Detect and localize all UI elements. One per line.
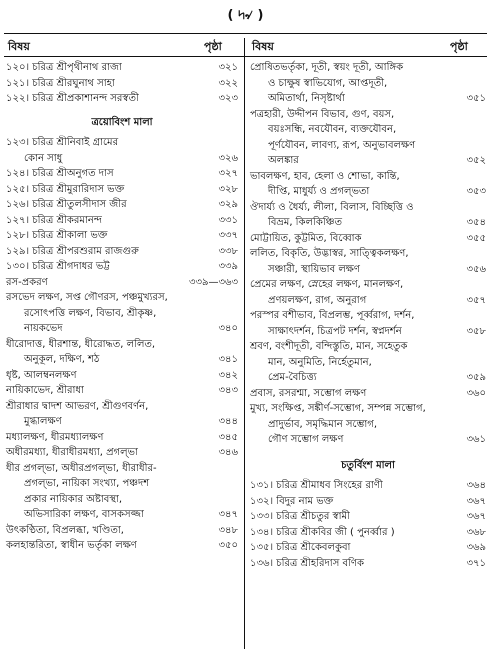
entry-text: সঞ্চারী, স্থায়িভাব লক্ষণ — [268, 263, 360, 275]
index-entry — [6, 523, 238, 539]
entry-page: ৩২৭ — [218, 168, 238, 179]
entry-text: দীপ্তি, মাধুর্য্য ও প্রগল্‌ভতা — [268, 186, 370, 197]
entry-text: ধীর প্রগল্‌ভা, অধীরপ্রগল্‌ভা, ধীরাধীর- — [6, 462, 157, 474]
entry-text: ১২০। চরিত্র শ্রীপৃথীনাথ রাজা — [6, 62, 122, 73]
index-entry — [6, 352, 238, 368]
index-entry — [6, 275, 238, 291]
entry-text: ধৃষ্ট, আলম্বনলক্ষণ — [6, 369, 77, 381]
entry-page: ৩৩৯ — [218, 261, 238, 272]
entry-page: ৩৪৩ — [218, 385, 238, 396]
entry-page: ৩৪৮ — [218, 524, 238, 536]
entry-text: ১৩৫। চরিত্র শ্রীকেবলকুবা — [250, 542, 351, 553]
index-entry — [6, 290, 238, 306]
left-column — [6, 60, 238, 554]
entry-text: অধীরমধ্যা, ধীরাধীরমধ্যা, প্রগল্‌ভা — [6, 447, 138, 458]
page-number: ( ৸৵ ) — [227, 8, 264, 23]
entry-page: ৩২৮ — [218, 183, 238, 195]
index-entry — [250, 215, 486, 231]
entry-page: ৩৫৪ — [466, 217, 486, 228]
entry-page: ৩৪৬ — [218, 447, 238, 458]
index-entry — [6, 430, 238, 446]
index-entry — [250, 556, 486, 572]
entry-text: অনুকূল, দক্ষিণ, শঠ — [24, 354, 100, 365]
index-entry — [6, 259, 238, 275]
index-entry — [250, 494, 486, 510]
index-entry — [250, 153, 486, 169]
entry-text: মান, অনুমিতি, নির্হেতুমান, — [268, 356, 372, 368]
index-entry — [250, 509, 486, 525]
index-entry — [250, 339, 486, 355]
entry-page: ৩২৩ — [218, 93, 238, 104]
index-entry — [6, 461, 238, 477]
index-entry — [250, 231, 486, 247]
entry-text: ধীরোদাত্ত, ধীরশান্ত, ধীরোদ্ধত, ললিত, — [6, 338, 156, 350]
entry-page: ৩৬১ — [466, 434, 486, 445]
index-entry — [6, 492, 238, 508]
index-entry — [250, 324, 486, 340]
entry-text: কলহান্তরিতা, স্বাধীন ভর্তৃকা লক্ষণ — [6, 540, 137, 551]
entry-text: ১৩৩। চরিত্র শ্রীচতুর স্বামী — [250, 511, 350, 522]
index-entry — [250, 122, 486, 138]
index-entry — [250, 386, 486, 402]
entry-page: ৩৫৩ — [466, 186, 486, 197]
index-entry — [6, 166, 238, 182]
entry-page: ৩৩১ — [218, 214, 238, 226]
index-entry — [250, 370, 486, 386]
entry-page: ৩৪৫ — [218, 431, 238, 443]
entry-text: রসভেদ লক্ষণ, সপ্ত গৌণরস, পঞ্চমুখ্যরস, — [6, 292, 168, 303]
entry-page: ৩২১ — [218, 62, 238, 73]
entry-text: ১২৪। চরিত্র শ্রীঅনুগত দাস — [6, 168, 114, 179]
entry-text: ১২৩। চরিত্র শ্রীনিবাই গ্রামের — [6, 137, 119, 148]
index-entry — [250, 138, 486, 154]
entry-text: ১২৭। চরিত্র শ্রীকরমানন্দ — [6, 214, 102, 226]
entry-text: গৌণ সম্ভোগ লক্ষণ — [268, 434, 344, 445]
index-entry — [6, 507, 238, 523]
index-entry — [6, 476, 238, 492]
entry-text: পরস্পর বশীভাব, বিপ্রলম্ভ, পূর্ব্বরাগ, দর্শন, — [250, 310, 415, 321]
entry-text: ১২৫। চরিত্র শ্রীমুরারিদাস ভক্ত — [6, 183, 125, 195]
entry-text: অভিসারিকা লক্ষণ, বাসকসজ্জা — [24, 509, 144, 520]
entry-text: রসোৎপত্তি লক্ষণ, বিভাব, শ্রীকৃষ্ণ, — [24, 307, 157, 319]
entry-text: উৎকণ্ঠিতা, বিপ্রলব্ধা, খণ্ডিতা, — [6, 524, 124, 536]
index-entry — [6, 197, 238, 213]
top-rule — [4, 33, 487, 34]
entry-page: ৩৫৭ — [466, 294, 486, 306]
entry-text: প্রেমের লক্ষণ, স্নেহের লক্ষণ, মানলক্ষণ, — [250, 279, 404, 290]
entry-text: মধ্যালক্ষণ, ধীরমধ্যালক্ষণ — [6, 431, 104, 443]
entry-text: ১৩২। বিদুর নাম ভক্ত — [250, 495, 334, 507]
index-entry — [6, 228, 238, 244]
index-entry — [250, 417, 486, 433]
index-entry — [6, 337, 238, 353]
entry-page: ৩৭১ — [466, 557, 486, 569]
index-entry — [250, 277, 486, 293]
index-entry — [250, 308, 486, 324]
right-column — [250, 60, 486, 571]
entry-page: ৩৬৭ — [466, 495, 486, 507]
entry-page: ৩৪৪ — [218, 416, 238, 427]
entry-text: ভাবলক্ষণ, হাব, হেলা ও শোভা, কান্তি, — [250, 170, 400, 182]
entry-page: ৩৫৯ — [466, 372, 486, 383]
entry-text: নায়কভেদ — [24, 323, 63, 334]
entry-text: প্রবাস, রসরশ্মা, সম্ভোগ লক্ষণ — [250, 387, 367, 399]
entry-page: ৩৪২ — [218, 369, 238, 381]
index-entry — [250, 262, 486, 278]
index-entry — [6, 399, 238, 415]
index-entry — [6, 321, 238, 337]
entry-text: ১২১। চরিত্র শ্রীরঘুনাথ সাহা — [6, 77, 115, 89]
entry-text: বিভ্রম, কিলকিঞ্চিত — [268, 217, 342, 228]
entry-text: প্রকার নায়িকার অষ্টাবস্থা, — [24, 493, 123, 505]
entry-text: প্রগল্‌ভা, নায়িকা সংখ্যা, পঞ্চদশ — [24, 478, 150, 489]
entry-text: মুগ্ধালক্ষণ — [24, 416, 62, 427]
entry-page: ৩৩৯—৩৬৩ — [189, 276, 238, 288]
entry-text: প্রণয়লক্ষণ, রাগ, অনুরাগ — [268, 294, 367, 306]
entry-text: বয়ঃসন্ধি, নবযৌবন, ব্যক্তযৌবন, — [268, 124, 397, 135]
entry-page: ৩৫৫ — [466, 232, 486, 244]
entry-text: রস-প্রকরণ — [6, 276, 48, 288]
entry-page: ৩৬৯ — [466, 542, 486, 553]
index-entry — [6, 91, 238, 107]
index-entry — [6, 135, 238, 151]
entry-text: ১২৮। চরিত্র শ্রীকালা ভক্ত — [6, 230, 108, 241]
entry-page: ৩৪১ — [218, 354, 238, 365]
entry-text: ১৩১। চরিত্র শ্রীমাধব সিংহের রাণী — [250, 480, 383, 491]
entry-page: ৩২৯ — [218, 199, 238, 210]
entry-page: ৩৫০ — [218, 540, 238, 551]
entry-text: অলঙ্কার — [268, 155, 299, 166]
entry-text: শ্রবণ, বংশীদূতী, বন্দিস্তুতি, মান, সহেতুক — [250, 341, 408, 352]
entry-text: ১২৯। চরিত্র শ্রীপরশুরাম রাজগুরু — [6, 245, 139, 257]
entry-page: ৩৫১ — [466, 93, 486, 104]
index-entry — [250, 293, 486, 309]
right-top-list — [250, 60, 486, 448]
entry-page: ৩৬৪ — [466, 480, 486, 491]
index-entry — [6, 244, 238, 260]
entry-page: ৩৫৬ — [466, 263, 486, 275]
entry-page: ৩৪০ — [218, 323, 238, 334]
entry-text: কোন সাধু — [24, 152, 63, 164]
entry-page: ৩৩৭ — [218, 230, 238, 241]
entry-text: ১২২। চরিত্র শ্রীপ্রকাশানন্দ সরস্বতী — [6, 93, 139, 104]
index-entry — [250, 76, 486, 92]
index-entry — [250, 246, 486, 262]
entry-text: ও চাক্ষুষ স্বাভিযোগ, আপ্তদূতী, — [268, 77, 388, 89]
index-entry — [250, 169, 486, 185]
column-divider — [244, 38, 245, 649]
entry-page: ৩৫৮ — [466, 325, 486, 337]
index-entry — [6, 368, 238, 384]
section-heading-24: চতুর্বিংশ মালা — [341, 459, 395, 471]
index-entry — [250, 401, 486, 417]
header-rule — [4, 56, 487, 57]
entry-text: প্রোষিতভর্তৃকা, দূতী, স্বয়ং দূতী, আঙ্গিক — [250, 62, 404, 73]
entry-text: প্রেম-বৈচিত্ত্য — [268, 372, 317, 383]
entry-text: সাক্ষাৎদর্শন, চিত্রপট দর্শন, স্বপ্নদর্শন — [268, 325, 402, 337]
index-entry — [250, 200, 486, 216]
entry-text: ১৩৪। চরিত্র শ্রীকবির জী ( পুনর্ব্বার ) — [250, 526, 395, 538]
index-entry — [6, 538, 238, 554]
index-entry — [250, 432, 486, 448]
entry-page: ৩৩৮ — [218, 245, 238, 257]
index-entry — [6, 213, 238, 229]
entry-text: ঔদার্য্য ও ধৈর্য্য, লীলা, বিলাস, বিচ্ছিত্তি ও — [250, 201, 414, 213]
index-entry — [250, 355, 486, 371]
entry-text: ১২৬। চরিত্র শ্রীতুলসীদাস জীর — [6, 199, 127, 210]
entry-text: মুখ্য, সংক্ষিপ্ত, সঙ্কীর্ণ-সম্ভোগ, সম্পন্ন সম্ভোগ, — [250, 403, 426, 414]
left-top-list — [6, 60, 238, 107]
entry-text: পত্রহারী, উদ্দীপন বিভাব, গুণ, বয়স, — [250, 108, 395, 120]
entry-page: ৩৬৭ — [466, 511, 486, 522]
section-heading-23: ত্রয়োবিংশ মালা — [91, 116, 153, 128]
index-entry — [6, 383, 238, 399]
entry-text: মোট্টায়িত, কুট্টমিত, বিব্বোক — [250, 232, 362, 244]
right-page-header: পৃষ্ঠা — [450, 40, 468, 53]
index-entry — [6, 445, 238, 461]
index-entry — [6, 414, 238, 430]
index-entry — [250, 525, 486, 541]
entry-page: ৩৪৭ — [218, 509, 238, 520]
entry-text: প্রাদুর্ভাব, সমৃদ্ধিমান সম্ভোগ, — [268, 418, 378, 430]
index-entry — [250, 60, 486, 76]
index-entry — [6, 60, 238, 76]
entry-text: ১৩০। চরিত্র শ্রীগদাধর ভট্ট — [6, 261, 110, 272]
index-entry — [6, 182, 238, 198]
index-entry — [250, 478, 486, 494]
entry-text: শ্রীরাধার দ্বাদশ আভরণ, শ্রীগুণবর্ণন, — [6, 400, 149, 412]
entry-text: পূর্ণযৌবন, লাবণ্য, রূপ, অনুভাবলক্ষণ — [268, 139, 416, 151]
left-page-header: পৃষ্ঠা — [204, 40, 222, 53]
index-entry — [250, 107, 486, 123]
right-bottom-list — [250, 478, 486, 571]
entry-page: ৩২৬ — [218, 152, 238, 164]
entry-text: ললিত, বিকৃতি, উদ্ভাস্বর, সাত্ত্বিকলক্ষণ, — [250, 248, 409, 259]
entry-page: ৩২২ — [218, 77, 238, 89]
index-entry — [250, 184, 486, 200]
index-entry — [250, 540, 486, 556]
entry-page: ৩৫২ — [466, 155, 486, 166]
index-entry — [250, 91, 486, 107]
entry-page: ৩৬০ — [466, 387, 486, 399]
left-subject-header: বিষয় — [8, 40, 30, 53]
entry-text: ১৩৬। চরিত্র শ্রীহরিদাস বণিক — [250, 557, 364, 569]
entry-text: নায়িকাভেদ, শ্রীরাধা — [6, 385, 84, 396]
right-subject-header: বিষয় — [252, 40, 274, 53]
entry-page: ৩৬৮ — [466, 526, 486, 538]
entry-text: অমিতার্থা, নিসৃষ্টার্থা — [268, 93, 345, 104]
index-entry — [6, 151, 238, 167]
index-entry — [6, 76, 238, 92]
left-main-list — [6, 135, 238, 554]
index-entry — [6, 306, 238, 322]
